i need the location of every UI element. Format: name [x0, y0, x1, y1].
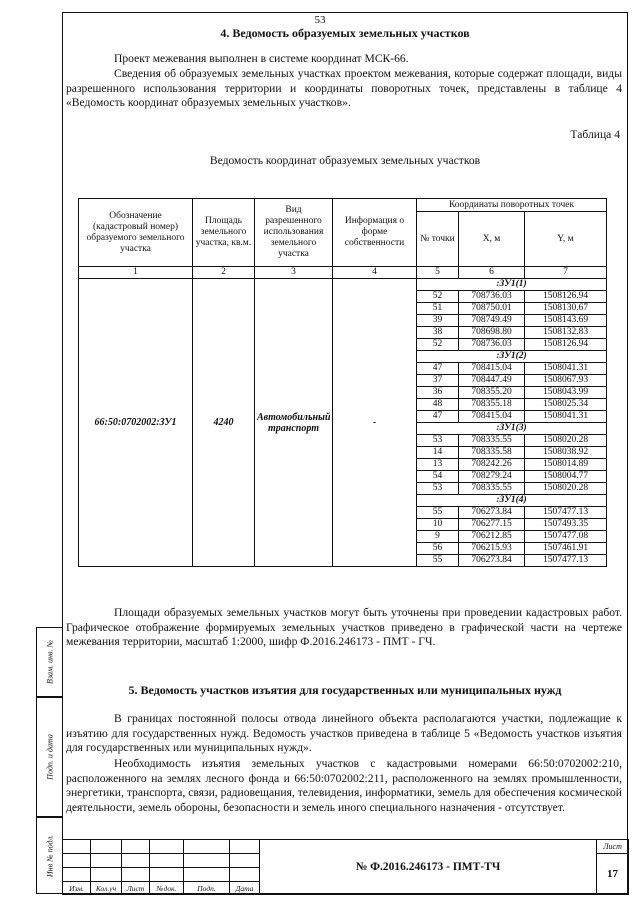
- point-y: 1508020.28: [525, 435, 607, 447]
- header-point-number: № точки: [417, 212, 459, 267]
- side-stamp-signature-date-label: Подп. и дата: [45, 734, 54, 780]
- point-y: 1508004.77: [525, 471, 607, 483]
- title-block: [62, 839, 629, 895]
- after-table-paragraph: Площади образуемых земельных участков могут быть уточнены при проведении кадастровых работ. Графическое отображение формируемых земельных участков приведено в графической части на чертеже межевания территории, масштаб 1:2000, шифр Ф.2016.246173 - ПМТ - ГЧ.: [66, 606, 622, 648]
- header-ownership: Информация о форме собственности: [333, 199, 417, 267]
- point-y: 1508038.92: [525, 447, 607, 459]
- point-y: 1508067.93: [525, 375, 607, 387]
- column-number: 1: [79, 267, 193, 279]
- point-x: 706273.84: [459, 507, 525, 519]
- point-y: 1507493.35: [525, 519, 607, 531]
- parcel-area: 4240: [193, 279, 255, 567]
- point-number: 55: [417, 507, 459, 519]
- point-x: 706277.15: [459, 519, 525, 531]
- section-5-paragraph-1: В границах постоянной полосы отвода линейного объекта располагаются участки, подлежащие к изъятию для государственных нужд. Ведомость участков приведена в таблице 5 «Ведомость участков изъятия для государственных или муниципальных нужд».: [66, 712, 622, 754]
- point-y: 1507461.91: [525, 543, 607, 555]
- sheet-label: Лист: [597, 840, 629, 854]
- point-y: 1508020.28: [525, 483, 607, 495]
- point-number: 14: [417, 447, 459, 459]
- point-x: 706215.93: [459, 543, 525, 555]
- stamp-label-signature: Подп.: [184, 882, 230, 895]
- point-x: 708335.55: [459, 483, 525, 495]
- sheet-number: 17: [597, 854, 629, 895]
- group-header: :ЗУ1(4): [417, 495, 607, 507]
- point-x: 708749.49: [459, 315, 525, 327]
- point-x: 708355.18: [459, 399, 525, 411]
- header-use: Вид разрешенного использования земельного участка: [255, 199, 333, 267]
- point-number: 52: [417, 291, 459, 303]
- parcel-use: Автомобильный транспорт: [255, 279, 333, 567]
- stamp-label-date: Дата: [230, 882, 260, 895]
- column-number: 5: [417, 267, 459, 279]
- point-y: 1508014.89: [525, 459, 607, 471]
- point-x: 708335.55: [459, 435, 525, 447]
- group-header: :ЗУ1(3): [417, 423, 607, 435]
- stamp-label-change: Изм.: [63, 882, 91, 895]
- point-x: 708415.04: [459, 363, 525, 375]
- stamp-label-sheet: Лист: [122, 882, 150, 895]
- header-y: Y, м: [525, 212, 607, 267]
- parcel-id: 66:50:0702002:ЗУ1: [79, 279, 193, 567]
- column-number: 2: [193, 267, 255, 279]
- point-y: 1508126.94: [525, 291, 607, 303]
- point-number: 37: [417, 375, 459, 387]
- section-4-paragraph-1: Проект межевания выполнен в системе координат МСК-66.: [114, 52, 409, 65]
- point-y: 1508130.67: [525, 303, 607, 315]
- table-label: Таблица 4: [570, 128, 620, 141]
- point-number: 53: [417, 435, 459, 447]
- point-y: 1508041.31: [525, 411, 607, 423]
- point-y: 1508126.94: [525, 339, 607, 351]
- point-number: 38: [417, 327, 459, 339]
- point-x: 708447.49: [459, 375, 525, 387]
- column-number: 6: [459, 267, 525, 279]
- section-5-paragraph-2: Необходимость изъятия земельных участков с кадастровыми номерами 66:50:0702002:210, расположенного на землях лесного фонда и 66:50:0702002:211, расположенного на землях промышленности, энергетики, транспорта, связи, радиовещания, телевидения, информатики, земель для обеспечения космической деятельности, земель обороны, безопасности и земель иного специального назначения - отсутствует.: [66, 757, 622, 814]
- column-number: 4: [333, 267, 417, 279]
- column-number: 7: [525, 267, 607, 279]
- group-header: :ЗУ1(2): [417, 351, 607, 363]
- point-number: 54: [417, 471, 459, 483]
- side-stamp-replacement: [36, 627, 62, 697]
- point-x: 708242.26: [459, 459, 525, 471]
- point-number: 51: [417, 303, 459, 315]
- point-number: 36: [417, 387, 459, 399]
- point-y: 1508043.99: [525, 387, 607, 399]
- point-y: 1508132.83: [525, 327, 607, 339]
- column-number: 3: [255, 267, 333, 279]
- point-x: 708415.04: [459, 411, 525, 423]
- point-y: 1507477.13: [525, 507, 607, 519]
- point-number: 47: [417, 363, 459, 375]
- section-5-heading: 5. Ведомость участков изъятия для государственных или муниципальных нужд: [128, 683, 562, 697]
- point-number: 56: [417, 543, 459, 555]
- header-x: X, м: [459, 212, 525, 267]
- point-number: 9: [417, 531, 459, 543]
- point-number: 52: [417, 339, 459, 351]
- point-number: 53: [417, 483, 459, 495]
- point-number: 47: [417, 411, 459, 423]
- header-area: Площадь земельного участка, кв.м.: [193, 199, 255, 267]
- point-y: 1508041.31: [525, 363, 607, 375]
- point-number: 55: [417, 555, 459, 567]
- side-stamp-inventory-label: Инв № подл.: [45, 834, 54, 877]
- header-coordinates: Координаты поворотных точек: [417, 199, 607, 212]
- parcel-ownership: -: [333, 279, 417, 567]
- section-4-paragraph-2: Сведения об образуемых земельных участках проектом межевания, которые содержат площади, виды разрешенного использования территории и координаты поворотных точек, представлены в таблице 4 «Ведомость координат образуемых земельных участков».: [66, 67, 622, 109]
- header-designation: Обозначение (кадастровый номер) образуемого земельного участка: [79, 199, 193, 267]
- point-number: 13: [417, 459, 459, 471]
- section-4-heading: 4. Ведомость образуемых земельных участков: [220, 26, 470, 40]
- point-x: 706212.85: [459, 531, 525, 543]
- table-title: Ведомость координат образуемых земельных участков: [209, 154, 481, 167]
- point-number: 39: [417, 315, 459, 327]
- side-stamp-replacement-label: Взам. инв. №: [45, 639, 54, 685]
- page-number: 53: [314, 14, 326, 26]
- point-number: 48: [417, 399, 459, 411]
- point-y: 1507477.08: [525, 531, 607, 543]
- coordinates-table: [78, 198, 607, 567]
- side-stamp-signature-date: [36, 697, 62, 817]
- point-number: 10: [417, 519, 459, 531]
- point-x: 706273.84: [459, 555, 525, 567]
- document-code: № Ф.2016.246173 - ПМТ-ТЧ: [260, 840, 597, 895]
- point-x: 708279.24: [459, 471, 525, 483]
- point-x: 708698.80: [459, 327, 525, 339]
- point-x: 708335.58: [459, 447, 525, 459]
- stamp-label-doc-number: №док.: [150, 882, 184, 895]
- point-y: 1507477.13: [525, 555, 607, 567]
- group-header: :ЗУ1(1): [417, 279, 607, 291]
- point-x: 708750.01: [459, 303, 525, 315]
- point-x: 708355.20: [459, 387, 525, 399]
- point-x: 708736.03: [459, 339, 525, 351]
- side-stamp-inventory: [36, 817, 62, 894]
- point-y: 1508025.34: [525, 399, 607, 411]
- point-x: 708736.03: [459, 291, 525, 303]
- point-y: 1508143.69: [525, 315, 607, 327]
- stamp-label-count: Кол.уч: [91, 882, 122, 895]
